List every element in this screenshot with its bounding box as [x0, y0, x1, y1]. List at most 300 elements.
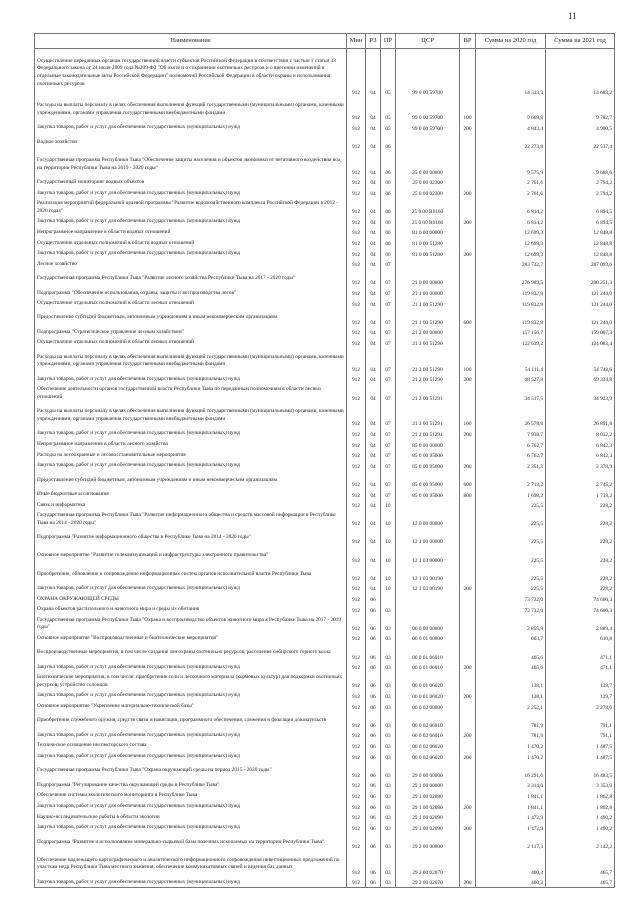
cell-min: 912: [347, 374, 366, 385]
page-number: 11: [568, 11, 577, 21]
cell-csr: 29 1 00 00000: [396, 780, 460, 791]
cell-sum-2021: 610,8: [546, 633, 615, 644]
cell-pr: 03: [381, 823, 396, 834]
cell-sum-2021: 465,7: [546, 851, 615, 877]
cell-sum-2020: 781,9: [476, 712, 546, 730]
cell-csr: 29 0 00 00000: [396, 762, 460, 780]
cell-vr: [460, 238, 476, 249]
cell-vr: 200: [460, 374, 476, 385]
cell-csr: 25 0 00 R0160: [396, 199, 460, 217]
cell-sum-2021: 74 600,3: [546, 605, 615, 616]
cell-pr: 07: [381, 288, 396, 299]
cell-min: 912: [347, 227, 366, 238]
cell-vr: 200: [460, 662, 476, 673]
cell-min: 912: [347, 259, 366, 270]
cell-sum-2020: 2 713,2: [476, 471, 546, 489]
cell-min: 912: [347, 327, 366, 338]
cell-pr: 03: [381, 702, 396, 713]
cell-vr: [460, 288, 476, 299]
cell-rz: 04: [366, 500, 381, 511]
cell-name: Приобретение, обновление и сопровождение информационных систем органов исполнительной власти Республики Тыва: [35, 565, 347, 583]
cell-csr: [396, 259, 460, 270]
cell-min: 912: [347, 471, 366, 489]
cell-sum-2021: 2 745,2: [546, 471, 615, 489]
cell-sum-2021: 121 244,0: [546, 288, 615, 299]
cell-rz: 06: [366, 712, 381, 730]
cell-sum-2020: 12 699,3: [476, 238, 546, 249]
table-row: [35, 791, 615, 802]
cell-name: Расходы на выплаты персоналу в целях обеспечения выполнения функций государственными (муниципальными) органами, казенными учреждениями, органами управления государственными внебюджетными фондами: [35, 349, 347, 375]
cell-csr: [396, 133, 460, 151]
cell-csr: 21 2 00 51291: [396, 385, 460, 403]
cell-rz: 06: [366, 730, 381, 741]
cell-pr: 10: [381, 547, 396, 565]
cell-sum-2021: 6 842,3: [546, 450, 615, 461]
cell-name: Государственная программа Республики Тыва "Обеспечение защиты населения и объектов экономики от негативного воздействия вод на территории Республики Тыва на 2019 - 2020 годы": [35, 152, 347, 178]
cell-sum-2020: 6 814,2: [476, 199, 546, 217]
cell-sum-2021: 69 334,8: [546, 374, 615, 385]
cell-csr: 21 2 00 51291: [396, 429, 460, 440]
cell-name: Государственная программа Республики Тыва "Развитие информационного общества и средств массовой информации в Республике Тыва на 2014 - 2020 годы": [35, 511, 347, 529]
cell-rz: 04: [366, 529, 381, 547]
cell-csr: 29 1 00 02090: [396, 812, 460, 823]
cell-rz: 04: [366, 374, 381, 385]
cell-sum-2020: 465,6: [476, 644, 546, 662]
cell-csr: 06 0 01 06010: [396, 644, 460, 662]
cell-min: 912: [347, 662, 366, 673]
cell-min: 912: [347, 500, 366, 511]
table-row: [35, 123, 615, 134]
cell-sum-2020: 122 639,2: [476, 338, 546, 349]
cell-sum-2020: 9 575,9: [476, 152, 546, 178]
cell-pr: 03: [381, 851, 396, 877]
cell-pr: [381, 594, 396, 605]
cell-rz: 04: [366, 49, 381, 98]
cell-sum-2020: 1 841,1: [476, 802, 546, 813]
cell-sum-2021: 3 353,0: [546, 780, 615, 791]
cell-sum-2021: 228,2: [546, 511, 615, 529]
cell-sum-2020: 7 938,7: [476, 429, 546, 440]
cell-vr: [460, 259, 476, 270]
cell-min: 912: [347, 833, 366, 851]
cell-name: Закупка товаров, работ и услуг для обеспечения государственных (муниципальных) нужд: [35, 802, 347, 813]
cell-sum-2020: 157 156,7: [476, 327, 546, 338]
cell-name: Осуществление переданных органам государственной власти субъектов Российской Федерации в соответствии с частью 1 статьи 33 Федерального закона от 24 июля 2009 года №209-ФЗ "Об охоте и о сохранении охотничьих ресурсов и о внесении изменений в отдельные законодательные акты Российской Федерации" полномочий Российской Федерации в области охраны и использования охотничьих ресурсов: [35, 49, 347, 98]
cell-vr: 200: [460, 123, 476, 134]
cell-min: 912: [347, 741, 366, 752]
cell-sum-2021: 139,7: [546, 691, 615, 702]
cell-pr: 03: [381, 712, 396, 730]
cell-rz: 04: [366, 123, 381, 134]
table-row: [35, 644, 615, 662]
cell-min: 912: [347, 429, 366, 440]
cell-vr: [460, 299, 476, 310]
table-row: [35, 429, 615, 440]
cell-sum-2020: 6 762,7: [476, 440, 546, 451]
cell-pr: 06: [381, 249, 396, 260]
cell-name: Закупка товаров, работ и услуг для обеспечения государственных (муниципальных) нужд: [35, 188, 347, 199]
cell-rz: 06: [366, 812, 381, 823]
table-row: [35, 374, 615, 385]
cell-csr: 85 0 00 95000: [396, 450, 460, 461]
cell-csr: 85 0 00 95000: [396, 471, 460, 489]
cell-sum-2020: 138,1: [476, 691, 546, 702]
cell-pr: 03: [381, 605, 396, 616]
cell-min: 912: [347, 823, 366, 834]
cell-pr: 05: [381, 49, 396, 98]
cell-vr: 200: [460, 249, 476, 260]
cell-pr: 03: [381, 802, 396, 813]
cell-min: 912: [347, 249, 366, 260]
cell-rz: 04: [366, 450, 381, 461]
cell-name: Приобретение служебного оружия, средств связи и навигации, программного обеспечения, слежения и фиксации доказательств: [35, 712, 347, 730]
cell-sum-2021: 1 487,5: [546, 752, 615, 763]
cell-csr: 29 1 00 02090: [396, 823, 460, 834]
cell-sum-2021: 14 683,2: [546, 49, 615, 98]
cell-vr: 200: [460, 802, 476, 813]
cell-sum-2021: 1 862,8: [546, 791, 615, 802]
cell-min: 912: [347, 288, 366, 299]
cell-sum-2021: 139,7: [546, 673, 615, 691]
cell-name: Закупка товаров, работ и услуг для обеспечения государственных (муниципальных) нужд: [35, 123, 347, 134]
cell-pr: 03: [381, 662, 396, 673]
cell-sum-2020: 68 527,8: [476, 374, 546, 385]
table-row: [35, 309, 615, 327]
cell-name: Основное мероприятие "Укрепление материально-технической базы": [35, 702, 347, 713]
cell-sum-2021: 6 894,5: [546, 199, 615, 217]
cell-csr: 12 1 03 00190: [396, 565, 460, 583]
table-row: [35, 259, 615, 270]
cell-sum-2020: 119 832,8: [476, 299, 546, 310]
cell-min: 912: [347, 812, 366, 823]
table-row: [35, 780, 615, 791]
cell-min: 912: [347, 712, 366, 730]
cell-vr: [460, 594, 476, 605]
cell-csr: 85 0 00 00000: [396, 440, 460, 451]
cell-pr: 03: [381, 833, 396, 851]
cell-name: Подпрограмма "Регулирование качества окружающей среды в Республике Тыва": [35, 780, 347, 791]
cell-sum-2021: 2 794,2: [546, 188, 615, 199]
table-row: [35, 299, 615, 310]
cell-sum-2021: 2 278,6: [546, 702, 615, 713]
cell-csr: 21 0 00 00000: [396, 270, 460, 288]
table-row: [35, 133, 615, 151]
cell-csr: 06 0 02 06010: [396, 712, 460, 730]
cell-name: Научно-исследовательские работы в области экологии: [35, 812, 347, 823]
cell-pr: 03: [381, 673, 396, 691]
table-body: [35, 49, 615, 888]
cell-name: Закупка товаров, работ и услуг для обеспечения государственных (муниципальных) нужд: [35, 429, 347, 440]
cell-pr: 03: [381, 762, 396, 780]
cell-vr: 600: [460, 471, 476, 489]
cell-pr: 03: [381, 691, 396, 702]
cell-pr: 10: [381, 583, 396, 594]
cell-csr: 12 1 00 00000: [396, 529, 460, 547]
cell-csr: 21 2 00 51291: [396, 403, 460, 429]
cell-vr: [460, 712, 476, 730]
cell-sum-2021: 791,1: [546, 730, 615, 741]
cell-pr: 06: [381, 188, 396, 199]
cell-sum-2021: 4 900,5: [546, 123, 615, 134]
cell-rz: 04: [366, 471, 381, 489]
table-row: [35, 188, 615, 199]
cell-sum-2021: 471,1: [546, 662, 615, 673]
cell-name: Закупка товаров, работ и услуг для обеспечения государственных (муниципальных) нужд: [35, 583, 347, 594]
cell-rz: 04: [366, 249, 381, 260]
table-row: [35, 615, 615, 633]
cell-sum-2021: 9 782,7: [546, 97, 615, 123]
cell-vr: [460, 812, 476, 823]
table-row: [35, 752, 615, 763]
cell-rz: 04: [366, 440, 381, 451]
cell-name: Водное хозяйство: [35, 133, 347, 151]
cell-csr: 99 0 00 59700: [396, 49, 460, 98]
cell-name: Основное мероприятие "Развитие телекоммуникаций и инфраструктуры электронного правительства": [35, 547, 347, 565]
cell-sum-2021: 228,2: [546, 565, 615, 583]
cell-sum-2021: 26 891,8: [546, 403, 615, 429]
cell-sum-2021: 228,2: [546, 529, 615, 547]
cell-rz: 04: [366, 403, 381, 429]
cell-sum-2021: 121 244,0: [546, 299, 615, 310]
cell-sum-2020: 781,9: [476, 730, 546, 741]
cell-min: 912: [347, 877, 366, 888]
cell-min: 912: [347, 133, 366, 151]
cell-vr: [460, 762, 476, 780]
cell-sum-2021: 471,1: [546, 644, 615, 662]
cell-sum-2020: 1 470,2: [476, 752, 546, 763]
cell-sum-2020: 54 111,4: [476, 349, 546, 375]
cell-rz: 04: [366, 511, 381, 529]
table-row: [35, 802, 615, 813]
table-row: [35, 730, 615, 741]
cell-pr: 07: [381, 440, 396, 451]
cell-rz: 04: [366, 259, 381, 270]
cell-sum-2021: 124 083,4: [546, 338, 615, 349]
cell-sum-2020: 3 314,0: [476, 780, 546, 791]
cell-sum-2020: 2 761,6: [476, 188, 546, 199]
cell-name: Предоставление субсидий бюджетным, автономным учреждениям и иным некоммерческим организациям: [35, 471, 347, 489]
cell-sum-2021: 1 487,5: [546, 741, 615, 752]
cell-sum-2020: 465,6: [476, 662, 546, 673]
cell-vr: [460, 338, 476, 349]
cell-name: Обеспечение надлежащего картографического и аналитического информационного сопровождения инвестиционных предложений по участкам недр Республики Тыва местного значения, обеспечение коммуникативных связей и ведения баз данных: [35, 851, 347, 877]
cell-min: 912: [347, 338, 366, 349]
cell-name: Закупка товаров, работ и услуг для обеспечения государственных (муниципальных) нужд: [35, 249, 347, 260]
cell-rz: 04: [366, 97, 381, 123]
cell-sum-2021: 8 032,2: [546, 429, 615, 440]
cell-rz: 06: [366, 594, 381, 605]
table-row: [35, 461, 615, 472]
cell-sum-2020: 225,5: [476, 511, 546, 529]
cell-sum-2021: 287 093,6: [546, 259, 615, 270]
cell-pr: 03: [381, 812, 396, 823]
cell-rz: 04: [366, 429, 381, 440]
table-row: [35, 633, 615, 644]
cell-csr: 25 0 00 02300: [396, 177, 460, 188]
cell-pr: 03: [381, 730, 396, 741]
cell-csr: [396, 605, 460, 616]
table-row: [35, 851, 615, 877]
cell-csr: 29 2 00 02070: [396, 877, 460, 888]
cell-sum-2020: 1 841,1: [476, 791, 546, 802]
cell-sum-2021: 2 142,2: [546, 833, 615, 851]
cell-sum-2020: 14 513,3: [476, 49, 546, 98]
cell-name: Непрограммное направление в области водных отношений: [35, 227, 347, 238]
cell-pr: 06: [381, 217, 396, 228]
cell-rz: 06: [366, 823, 381, 834]
cell-vr: [460, 440, 476, 451]
cell-pr: 03: [381, 741, 396, 752]
cell-min: 912: [347, 403, 366, 429]
cell-pr: 03: [381, 780, 396, 791]
cell-sum-2020: 225,5: [476, 529, 546, 547]
cell-pr: 07: [381, 299, 396, 310]
cell-sum-2021: 228,2: [546, 583, 615, 594]
table-row: [35, 583, 615, 594]
cell-min: 912: [347, 490, 366, 501]
cell-pr: 07: [381, 270, 396, 288]
table-row: [35, 97, 615, 123]
cell-vr: [460, 450, 476, 461]
cell-pr: 10: [381, 500, 396, 511]
cell-name: Подпрограмма "Стратегическое управление лесным хозяйством": [35, 327, 347, 338]
cell-pr: 10: [381, 511, 396, 529]
table-row: [35, 762, 615, 780]
cell-vr: [460, 702, 476, 713]
cell-sum-2021: 465,7: [546, 877, 615, 888]
cell-sum-2020: 1 472,9: [476, 823, 546, 834]
cell-sum-2020: 603,7: [476, 633, 546, 644]
cell-vr: 200: [460, 752, 476, 763]
cell-sum-2021: 280 251,3: [546, 270, 615, 288]
cell-vr: 600: [460, 309, 476, 327]
cell-min: 912: [347, 594, 366, 605]
cell-pr: 06: [381, 152, 396, 178]
cell-sum-2021: 1 490,2: [546, 823, 615, 834]
cell-rz: 06: [366, 644, 381, 662]
cell-name: Расходы на лесоохранные и лесовосстановительные мероприятия: [35, 450, 347, 461]
cell-min: 912: [347, 851, 366, 877]
cell-min: 912: [347, 270, 366, 288]
cell-name: Государственная программа Республики Тыва "Развитие лесного хозяйства Республики Тыва на 2017 - 2020 годы": [35, 270, 347, 288]
cell-vr: 100: [460, 349, 476, 375]
cell-min: 912: [347, 752, 366, 763]
cell-name: Непрограммное направление в области лесного хозяйства: [35, 440, 347, 451]
table-row: [35, 338, 615, 349]
table-row: [35, 152, 615, 178]
cell-csr: [396, 594, 460, 605]
cell-name: Обеспечение системы экологического мониторинга в Республике Тыва: [35, 791, 347, 802]
cell-sum-2020: 225,5: [476, 583, 546, 594]
cell-rz: 06: [366, 752, 381, 763]
cell-sum-2021: 12 848,8: [546, 238, 615, 249]
cell-csr: 29 2 00 00000: [396, 833, 460, 851]
cell-csr: 21 2 00 00000: [396, 327, 460, 338]
cell-sum-2021: 6 894,5: [546, 217, 615, 228]
cell-rz: 04: [366, 152, 381, 178]
cell-sum-2021: 2 378,9: [546, 461, 615, 472]
cell-name: Связь и информатика: [35, 500, 347, 511]
cell-sum-2020: 283 732,7: [476, 259, 546, 270]
cell-rz: 06: [366, 633, 381, 644]
cell-csr: 25 0 00 R0160: [396, 217, 460, 228]
cell-csr: 21 2 00 51290: [396, 374, 460, 385]
cell-min: 912: [347, 730, 366, 741]
cell-pr: 03: [381, 877, 396, 888]
cell-sum-2020: 6 814,2: [476, 217, 546, 228]
cell-sum-2020: 22 273,8: [476, 133, 546, 151]
header-name: Наименование: [35, 34, 347, 49]
cell-rz: 04: [366, 327, 381, 338]
cell-csr: 06 0 02 00000: [396, 702, 460, 713]
cell-min: 912: [347, 802, 366, 813]
cell-name: Лесное хозяйство: [35, 259, 347, 270]
cell-sum-2020: 12 699,3: [476, 249, 546, 260]
cell-csr: 21 1 00 00000: [396, 288, 460, 299]
cell-csr: 06 0 01 00000: [396, 633, 460, 644]
table-row: [35, 691, 615, 702]
cell-rz: 06: [366, 762, 381, 780]
header-csr: ЦСР: [396, 34, 460, 49]
cell-min: 912: [347, 217, 366, 228]
cell-name: Расходы на выплаты персоналу в целях обеспечения выполнения функций государственными (муниципальными) органами, казенными учреждениями, органами управления государственными внебюджетными фондами: [35, 403, 347, 429]
cell-sum-2021: 1 490,2: [546, 812, 615, 823]
cell-name: Закупка товаров, работ и услуг для обеспечения государственных (муниципальных) нужд: [35, 217, 347, 228]
cell-rz: 06: [366, 662, 381, 673]
cell-name: Осуществление отдельных полномочий в области водных отношений: [35, 238, 347, 249]
cell-min: 912: [347, 565, 366, 583]
cell-min: 912: [347, 529, 366, 547]
cell-rz: 06: [366, 802, 381, 813]
cell-vr: 800: [460, 490, 476, 501]
table-row: [35, 490, 615, 501]
table-row: [35, 823, 615, 834]
cell-sum-2020: 460,3: [476, 877, 546, 888]
cell-name: Охрана объектов растительного и животного мира и среды их обитания: [35, 605, 347, 616]
cell-pr: 07: [381, 385, 396, 403]
cell-min: 912: [347, 299, 366, 310]
table-row: [35, 877, 615, 888]
cell-csr: 29 1 00 02080: [396, 802, 460, 813]
cell-pr: 03: [381, 633, 396, 644]
cell-min: 912: [347, 633, 366, 644]
cell-sum-2020: 2 761,6: [476, 177, 546, 188]
cell-min: 912: [347, 583, 366, 594]
table-row: [35, 605, 615, 616]
table-row: [35, 529, 615, 547]
cell-min: 912: [347, 615, 366, 633]
table-row: [35, 288, 615, 299]
cell-name: Закупка товаров, работ и услуг для обеспечения государственных (муниципальных) нужд: [35, 730, 347, 741]
cell-csr: 21 1 00 51290: [396, 299, 460, 310]
cell-csr: 99 0 00 59700: [396, 97, 460, 123]
cell-csr: 21 2 00 51290: [396, 349, 460, 375]
cell-name: Воспроизводственные мероприятия, в том числе создание зон охраны охотничьих ресурсов, расселение сибирского горного козла: [35, 644, 347, 662]
cell-csr: 06 0 02 06010: [396, 730, 460, 741]
cell-sum-2020: 2 117,3: [476, 833, 546, 851]
cell-sum-2020: 4 843,4: [476, 123, 546, 134]
cell-sum-2021: 791,1: [546, 712, 615, 730]
table-row: [35, 177, 615, 188]
cell-csr: 81 0 00 51280: [396, 249, 460, 260]
cell-pr: 07: [381, 471, 396, 489]
cell-pr: 03: [381, 752, 396, 763]
table-row: [35, 673, 615, 691]
cell-rz: 04: [366, 565, 381, 583]
cell-csr: 25 0 00 00000: [396, 152, 460, 178]
cell-sum-2020: 2 252,1: [476, 702, 546, 713]
cell-sum-2021: 1 862,8: [546, 802, 615, 813]
